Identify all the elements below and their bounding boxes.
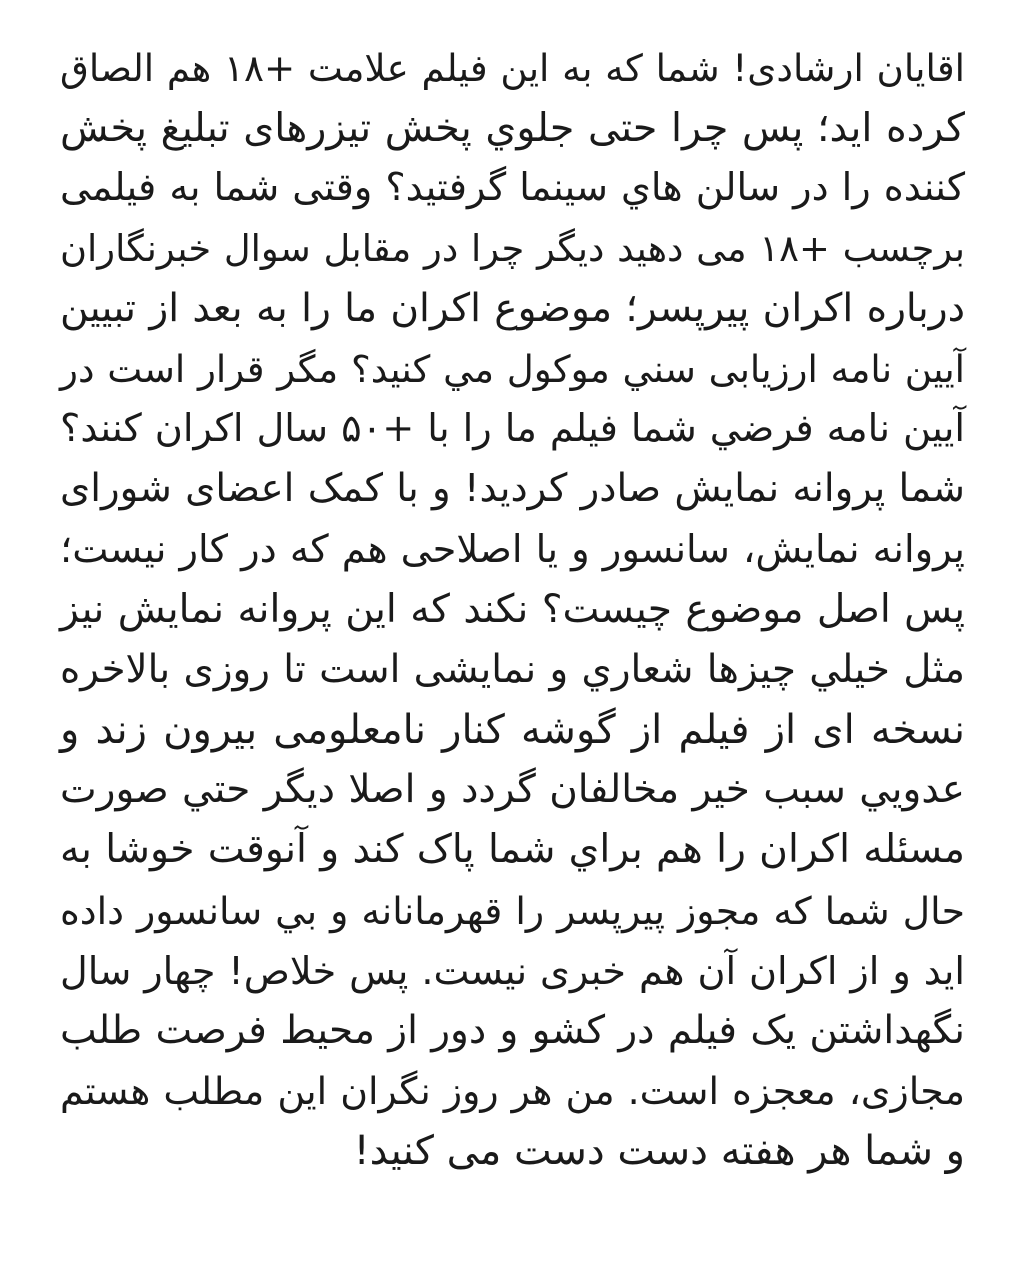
text-line: پروانه نمایش، سانسور و یا اصلاحی هم که در کار نیست؛ bbox=[60, 526, 965, 572]
text-line: کننده را در سالن هاي سینما گرفتید؟ وقتی شما به فیلمی bbox=[60, 166, 965, 211]
text-line: شما پروانه نمایش صادر کردید! و با کمک اعضای شورای bbox=[60, 466, 965, 512]
article-text bbox=[60, 38, 965, 1182]
text-line-last: و شما هر هفته دست دست می کنید! bbox=[353, 1128, 965, 1175]
text-line: آیین نامه ارزیابی سني موکول مي کنید؟ مگر قرار است در bbox=[60, 346, 965, 391]
text-line: کرده اید؛ پس چرا حتی جلوي پخش تیزرهای تبلیغ پخش bbox=[60, 105, 965, 152]
text-line: آیین نامه فرضي شما فیلم ما را با +۵۰ سال اکران کنند؟ bbox=[60, 406, 965, 452]
text-line: حال شما که مجوز پیرپسر را قهرمانانه و بي سانسور داده bbox=[60, 888, 965, 933]
text-line: مثل خیلي چیزها شعاري و نمایشی است تا روزی بالاخره bbox=[60, 646, 965, 692]
text-line: مسئله اکران را هم براي شما پاک کند و آنوقت خوشا به bbox=[60, 827, 965, 873]
text-line: مجازی، معجزه است. من هر روز نگران این مطلب هستم bbox=[60, 1069, 965, 1114]
text-line: اقایان ارشادی! شما که به این فیلم علامت +۱۸ هم الصاق bbox=[60, 46, 965, 90]
text-line: نسخه ای از فیلم از گوشه کنار نامعلومی بیرون زند و bbox=[60, 707, 965, 754]
text-line: اید و از اکران آن هم خبری نیست. پس خلاص! چهار سال bbox=[60, 948, 965, 993]
text-line: درباره اکران پیرپسر؛ موضوع اکران ما را به بعد از تبیین bbox=[60, 285, 965, 331]
text-line: نگهداشتن یک فیلم در کشو و دور از محیط فرصت طلب bbox=[60, 1008, 965, 1053]
text-line: برچسب +۱۸ می دهید دیگر چرا در مقابل سوال خبرنگاران bbox=[60, 226, 965, 270]
text-line: پس اصل موضوع چیست؟ نکند که این پروانه نمایش نیز bbox=[60, 586, 965, 632]
text-line: عدویي سبب خیر مخالفان گردد و اصلا دیگر حتي صورت bbox=[60, 767, 965, 813]
